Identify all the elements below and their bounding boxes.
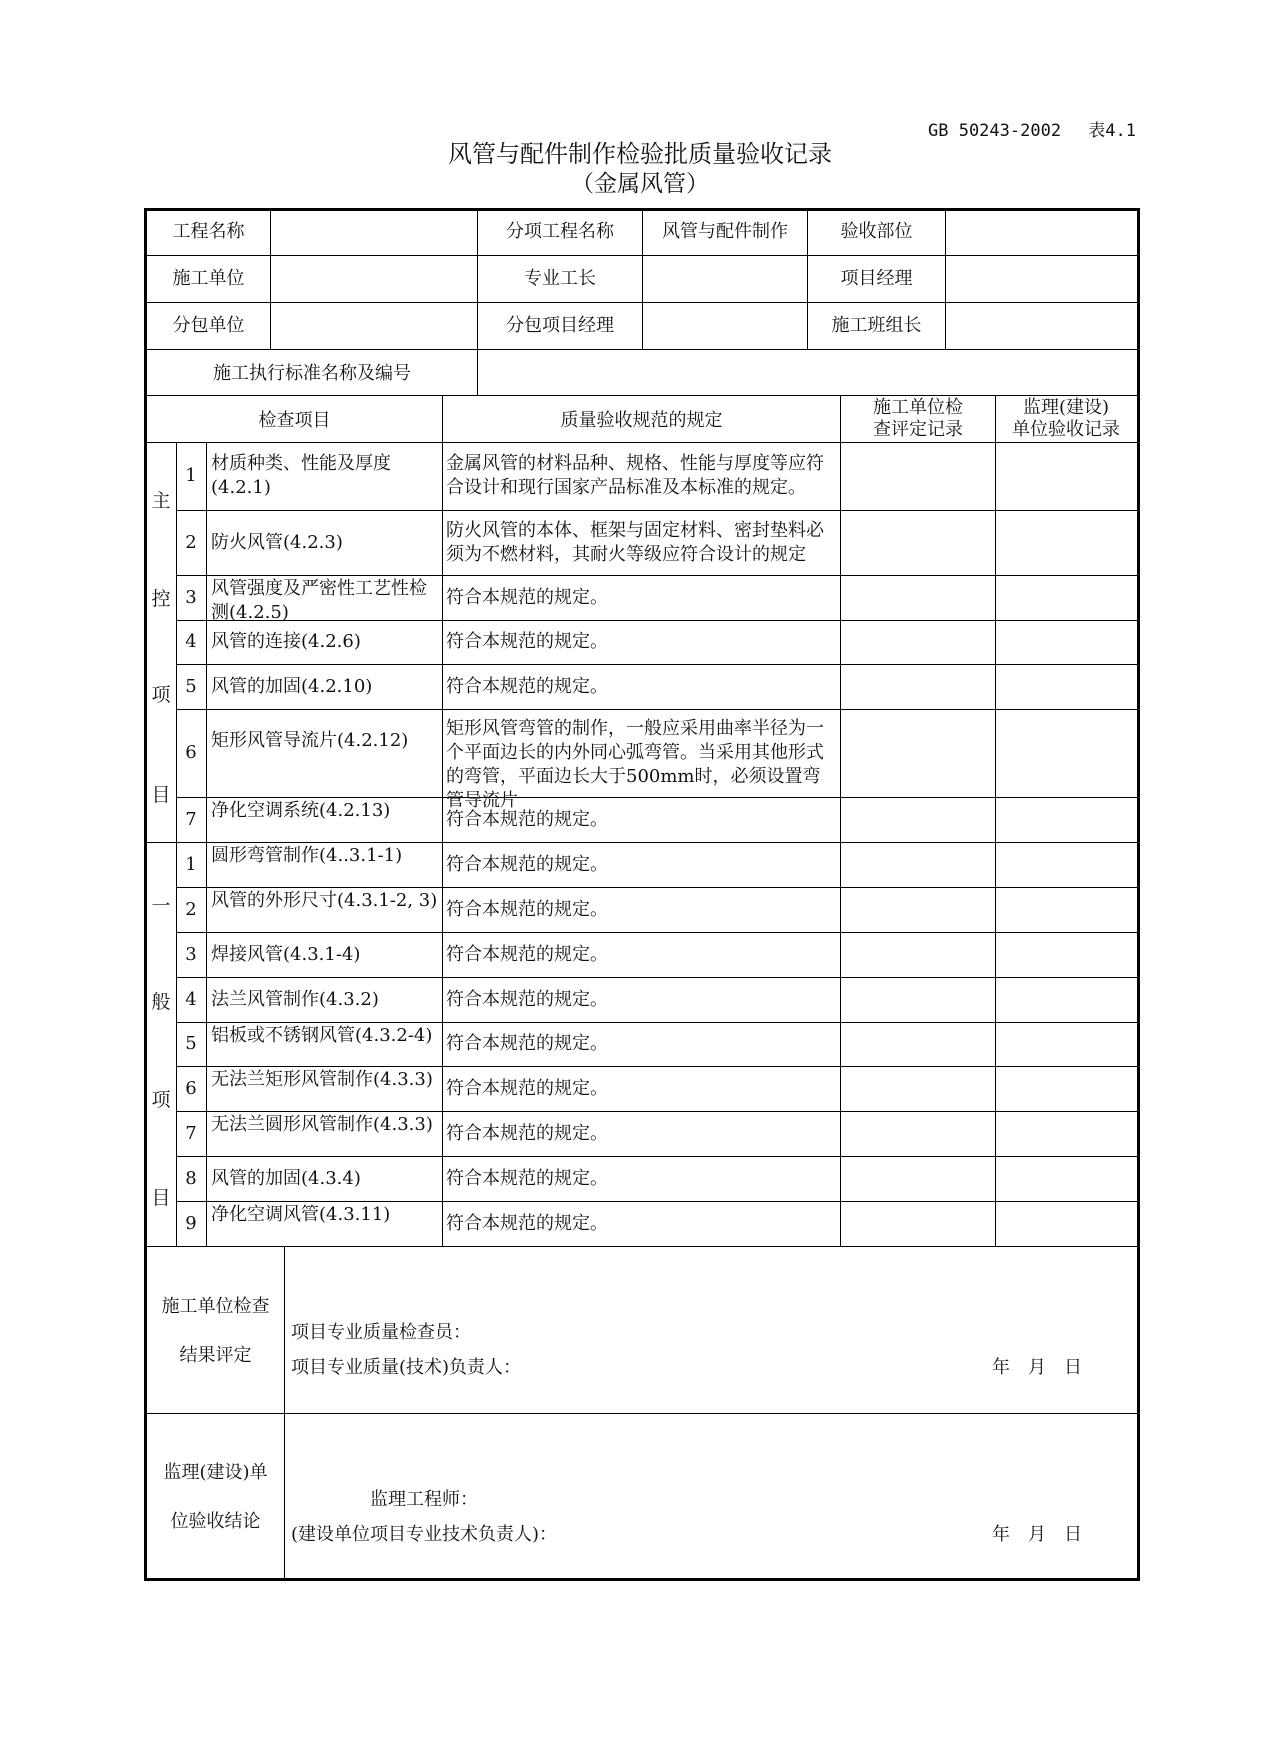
supervisor-engineer-label: 监理工程师： <box>370 1489 478 1510</box>
item-name: 风管的连接(4.2.6) <box>211 631 361 652</box>
general-group-char: 一 <box>151 895 171 917</box>
item-name: 风管的外形尺寸(4.3.1-2, 3) <box>211 890 438 911</box>
supervisor-date: 年 月 日 <box>992 1524 1082 1545</box>
standard-code: GB 50243-2002 表4.1 <box>928 121 1136 141</box>
item-name: 铝板或不锈钢风管(4.3.2-4) <box>211 1025 433 1046</box>
item-number: 5 <box>185 1033 197 1054</box>
col-contractor-record-header <box>841 397 995 441</box>
item-spec: 金属风管的材料品种、规格、性能与厚度等应符合设计和现行国家产品标准及本标准的规定。 <box>446 453 824 498</box>
team-leader-label: 施工班组长 <box>831 315 922 336</box>
grid-line <box>176 510 1140 511</box>
grid-line <box>840 395 841 1246</box>
grid-line <box>176 1022 1140 1023</box>
subproject-label: 分项工程名称 <box>506 221 614 242</box>
sub-manager-label: 分包项目经理 <box>506 315 614 336</box>
grid-line <box>284 1246 285 1580</box>
item-name: 风管的加固(4.2.10) <box>211 675 373 697</box>
col-supervisor-record-header <box>996 397 1136 441</box>
item-number: 6 <box>185 1077 197 1099</box>
item-name: 风管的加固(4.3.4) <box>211 1167 361 1189</box>
project-name-label: 工程名称 <box>172 221 245 242</box>
main-group-char: 控 <box>151 588 171 610</box>
grid-line <box>442 395 443 1246</box>
item-spec: 符合本规范的规定。 <box>446 1212 608 1234</box>
grid-line <box>176 664 1140 665</box>
item-spec: 防火风管的本体、框架与固定材料、密封垫料必须为不燃材料，其耐火等级应符合设计的规定 <box>446 519 824 565</box>
item-spec: 符合本规范的规定。 <box>446 1167 608 1189</box>
item-spec: 矩形风管弯管的制作，一般应采用曲率半径为一个平面边长的内外同心弧弯管。当采用其他形式的弯管，平面边长大于500mm时，必须设置弯管导流片 <box>446 718 824 811</box>
contractor-check-label-2: 结果评定 <box>179 1345 252 1366</box>
main-group-char: 主 <box>151 490 171 512</box>
col-spec-header: 质量验收规范的规定 <box>560 410 723 431</box>
general-group-char: 项 <box>151 1089 171 1111</box>
quality-inspector-label: 项目专业质量检查员： <box>291 1322 471 1343</box>
item-name: 矩形风管导流片(4.2.12) <box>211 730 409 751</box>
subcontractor-label: 分包单位 <box>172 315 245 336</box>
grid-line <box>144 395 1140 396</box>
general-group-char: 目 <box>151 1187 171 1209</box>
item-number: 6 <box>185 742 197 763</box>
page-title: 风管与配件制作检验批质量验收记录 <box>448 140 832 168</box>
item-spec: 符合本规范的规定。 <box>446 1122 608 1144</box>
item-name: 焊接风管(4.3.1-4) <box>211 943 361 965</box>
col-supervisor-record-line2: 单位验收记录 <box>1012 419 1120 440</box>
quality-responsible-label: 项目专业质量(技术)负责人： <box>291 1357 522 1378</box>
grid-line <box>995 395 996 1246</box>
grid-line <box>176 709 1140 710</box>
item-name: 无法兰矩形风管制作(4.3.3) <box>211 1069 433 1090</box>
owner-responsible-label: (建设单位项目专业技术负责人)： <box>291 1524 558 1545</box>
item-number: 2 <box>185 531 197 553</box>
item-spec: 符合本规范的规定。 <box>446 808 608 830</box>
supervisor-check-label-2: 位验收结论 <box>170 1511 261 1532</box>
contractor-check-label-1: 施工单位检查 <box>161 1296 270 1317</box>
col-item-header: 检查项目 <box>258 410 331 431</box>
item-name: 圆形弯管制作(4..3.1-1) <box>211 845 403 866</box>
page-subtitle: （金属风管） <box>571 171 709 197</box>
item-number: 8 <box>185 1167 197 1189</box>
item-name: 净化空调风管(4.3.11) <box>211 1204 391 1225</box>
item-number: 1 <box>185 465 197 486</box>
item-number: 4 <box>185 988 197 1010</box>
grid-line <box>176 1201 1140 1202</box>
main-group-char: 目 <box>151 784 171 806</box>
item-spec: 符合本规范的规定。 <box>446 988 608 1010</box>
item-name: 无法兰圆形风管制作(4.3.3) <box>211 1114 433 1135</box>
col-contractor-record-line1: 施工单位检 <box>873 397 963 418</box>
item-spec: 符合本规范的规定。 <box>446 631 608 652</box>
grid-line <box>176 797 1140 798</box>
item-number: 1 <box>185 853 197 875</box>
general-group-char: 般 <box>151 991 171 1013</box>
grid-line <box>945 211 946 349</box>
item-number: 3 <box>185 586 197 608</box>
location-label: 验收部位 <box>840 221 913 242</box>
grid-line <box>176 575 1140 576</box>
grid-line <box>144 442 1140 443</box>
subproject-value: 风管与配件制作 <box>662 221 788 242</box>
foreman-label: 专业工长 <box>524 268 596 289</box>
item-number: 7 <box>185 1122 197 1144</box>
item-spec: 符合本规范的规定。 <box>446 586 608 608</box>
standard-label: 施工执行标准名称及编号 <box>213 363 411 384</box>
main-group-char: 项 <box>151 684 171 706</box>
item-number: 7 <box>185 808 197 830</box>
grid-line <box>176 977 1140 978</box>
item-name: 材质种类、性能及厚度(4.2.1) <box>211 453 391 498</box>
grid-line <box>270 211 271 349</box>
item-spec: 符合本规范的规定。 <box>446 675 608 697</box>
col-contractor-record-line2: 查评定记录 <box>873 419 963 440</box>
item-name: 净化空调系统(4.2.13) <box>211 800 391 821</box>
item-spec: 符合本规范的规定。 <box>446 853 608 875</box>
item-number: 9 <box>185 1212 197 1234</box>
contractor-date: 年 月 日 <box>992 1357 1082 1378</box>
item-spec: 符合本规范的规定。 <box>446 898 608 920</box>
supervisor-check-label-1: 监理(建设)单 <box>163 1462 268 1483</box>
item-number: 4 <box>185 631 197 652</box>
item-name: 法兰风管制作(4.3.2) <box>211 988 379 1010</box>
item-name: 风管强度及严密性工艺性检测(4.2.5) <box>211 578 427 623</box>
item-spec: 符合本规范的规定。 <box>446 943 608 965</box>
item-spec: 符合本规范的规定。 <box>446 1033 608 1054</box>
item-name: 防火风管(4.2.3) <box>211 531 343 553</box>
contractor-label: 施工单位 <box>172 268 245 289</box>
grid-line <box>206 442 207 1246</box>
item-number: 2 <box>185 898 197 920</box>
grid-line <box>144 349 1140 350</box>
item-spec: 符合本规范的规定。 <box>446 1077 608 1099</box>
item-number: 5 <box>185 675 197 697</box>
manager-label: 项目经理 <box>840 268 913 289</box>
grid-line <box>144 1413 1140 1414</box>
item-number: 3 <box>185 943 197 965</box>
col-supervisor-record-line1: 监理(建设) <box>1022 397 1110 418</box>
